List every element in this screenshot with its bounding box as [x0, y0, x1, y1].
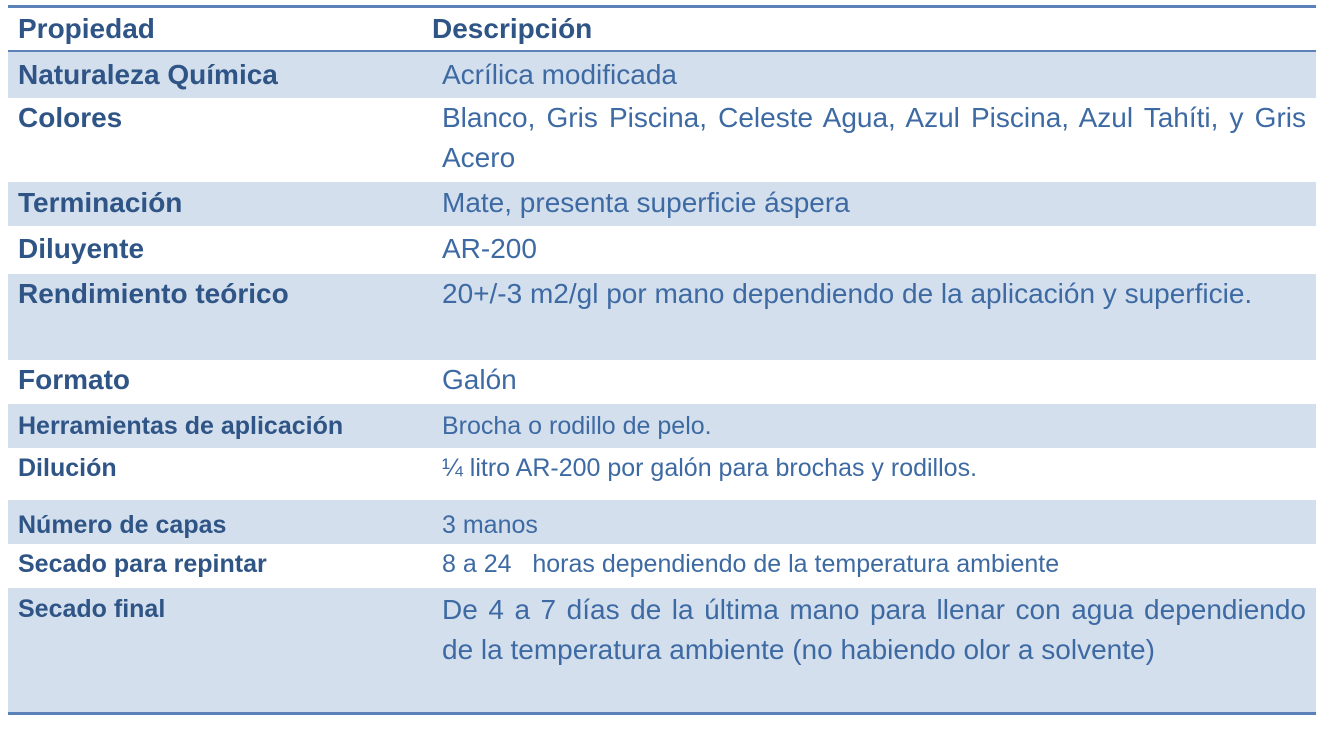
row-description: De 4 a 7 días de la última mano para llenar con agua dependiendo de la temperatura ambiente (no habiendo olor a solvente): [442, 594, 1306, 665]
row-description: Brocha o rodillo de pelo.: [442, 412, 712, 440]
table-row: [8, 98, 1316, 182]
table-row: [8, 182, 1316, 226]
header-property: Propiedad: [18, 13, 155, 44]
row-property: Naturaleza Química: [18, 59, 278, 90]
table-row: [8, 226, 1316, 274]
row-description: Galón: [442, 364, 517, 395]
table-row: [8, 448, 1316, 500]
row-description: AR-200: [442, 233, 537, 264]
row-property: Secado para repintar: [18, 550, 267, 578]
table-header: [8, 8, 1316, 52]
row-description: 20+/-3 m2/gl por mano dependiendo de la aplicación y superficie.: [442, 278, 1253, 309]
row-description: Blanco, Gris Piscina, Celeste Agua, Azul Piscina, Azul Tahíti, y Gris Acero: [442, 102, 1306, 173]
row-description: 3 manos: [442, 511, 538, 539]
row-property: Rendimiento teórico: [18, 278, 289, 309]
row-property: Diluyente: [18, 233, 145, 264]
row-property: Herramientas de aplicación: [18, 412, 344, 440]
spec-table: [8, 5, 1316, 715]
row-property: Formato: [18, 364, 130, 395]
table-row: [8, 360, 1316, 404]
row-description: Mate, presenta superficie áspera: [442, 187, 850, 218]
row-description: Acrílica modificada: [442, 59, 677, 90]
row-property: Colores: [18, 102, 123, 133]
table-row: [8, 52, 1316, 98]
row-property: Número de capas: [18, 511, 227, 539]
table-row: [8, 588, 1316, 712]
row-description: 8 a 24 horas dependiendo de la temperatura ambiente: [442, 550, 1060, 578]
row-property: Dilución: [18, 454, 117, 482]
table-row: [8, 544, 1316, 588]
table-row: [8, 404, 1316, 448]
table-row: [8, 500, 1316, 544]
row-property: Secado final: [18, 595, 166, 623]
table-row: [8, 274, 1316, 360]
row-property: Terminación: [18, 187, 183, 218]
header-description: Descripción: [432, 13, 593, 44]
row-description: ¼ litro AR-200 por galón para brochas y rodillos.: [442, 454, 978, 482]
